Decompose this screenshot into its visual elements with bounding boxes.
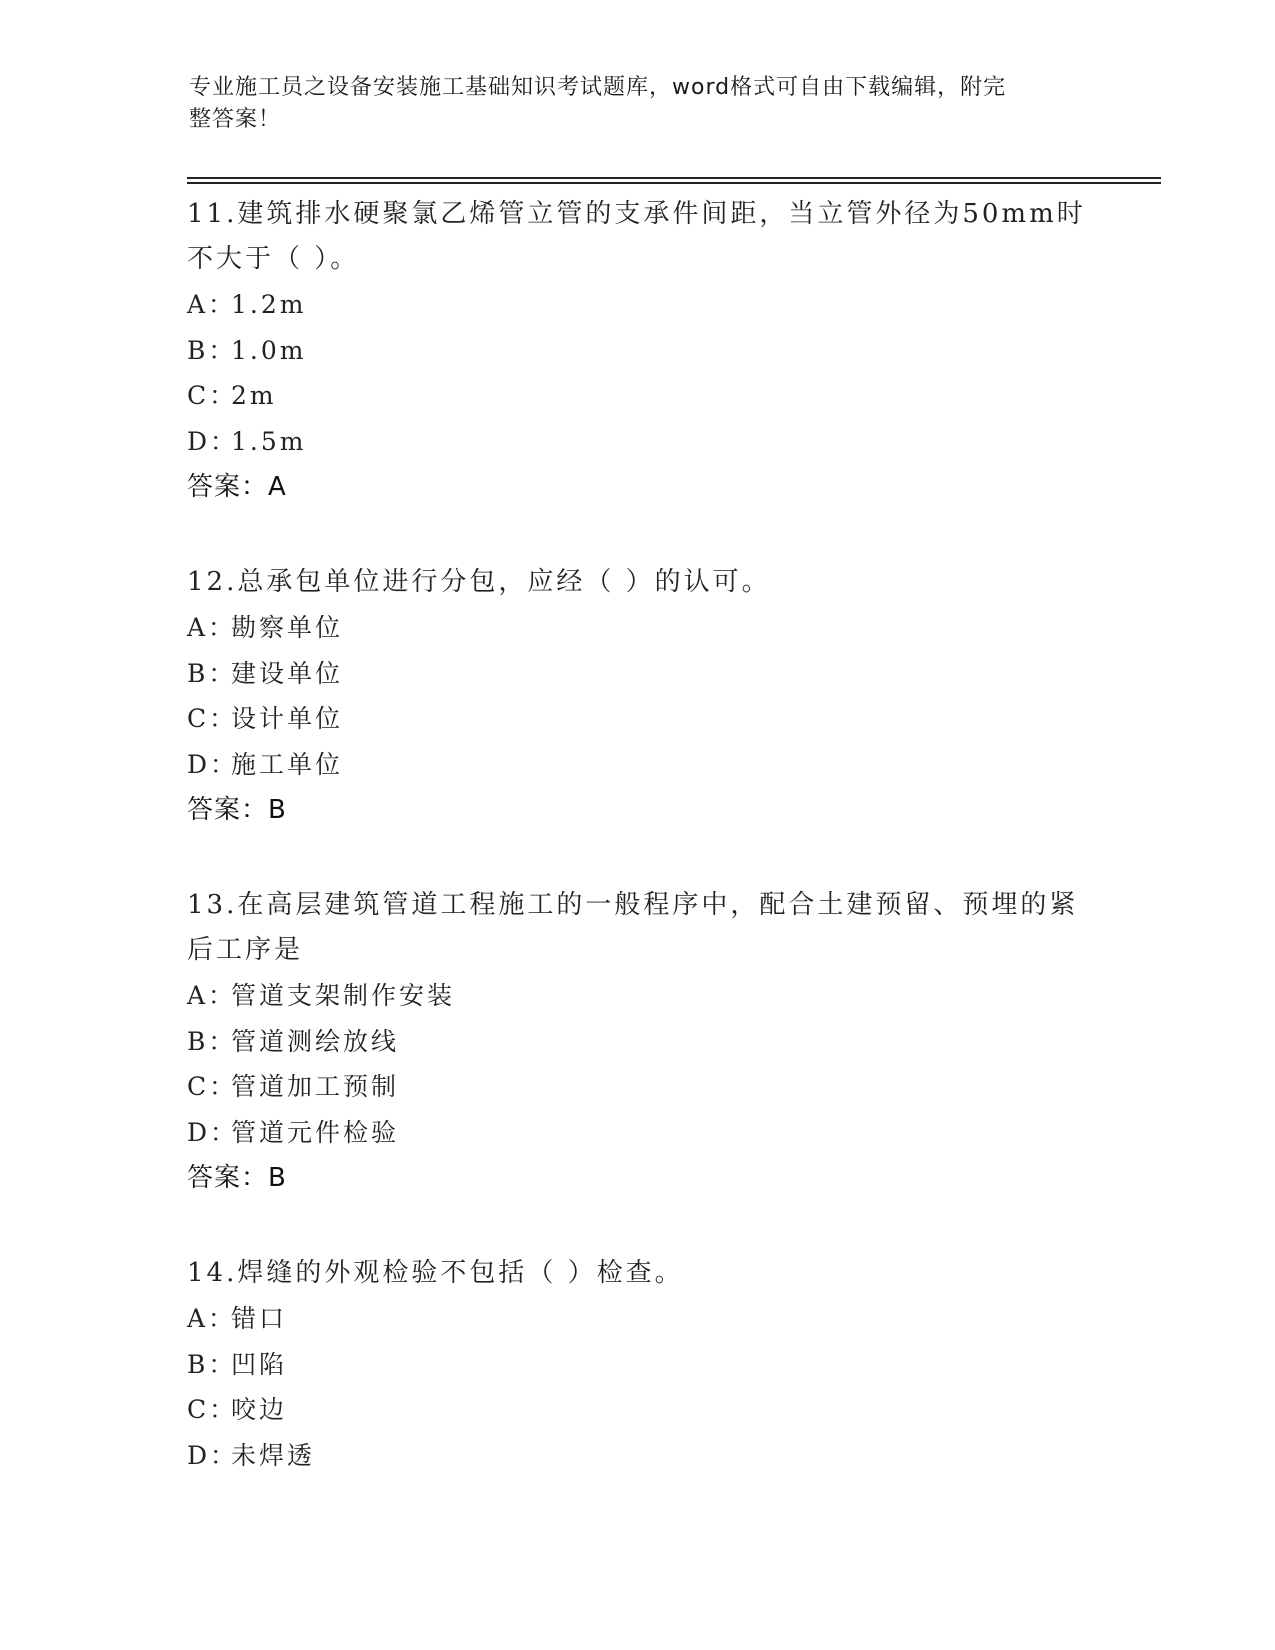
option-b (187, 328, 1087, 374)
header-line-1: 专业施工员之设备安装施工基础知识考试题库，word格式可自由下载编辑，附完 (189, 75, 1007, 100)
option-text: 1.0m (231, 335, 307, 365)
question-stem (187, 192, 1087, 282)
option-text: 1.2m (231, 290, 307, 319)
stem-line: 后工序是 (187, 935, 304, 965)
option-letter: D： (187, 1117, 239, 1147)
option-text: 管道测绘放线 (231, 1026, 400, 1056)
option-text: 错口 (231, 1304, 288, 1333)
question-stem (187, 1251, 1087, 1296)
header-divider-bottom (187, 182, 1161, 184)
option-letter: B： (187, 335, 237, 365)
option-text: 1.5m (231, 426, 307, 456)
question-stem (187, 560, 1087, 605)
option-text: 建设单位 (231, 658, 344, 688)
option-text: 未焊透 (231, 1440, 316, 1470)
option-d (187, 419, 1087, 465)
option-letter: C： (187, 1395, 238, 1424)
option-c (187, 696, 1087, 742)
stem-line: 不大于（ ）。 (187, 244, 360, 274)
option-letter: D： (187, 749, 239, 779)
option-letter: A： (187, 613, 237, 642)
option-letter: A： (187, 981, 237, 1010)
option-c (187, 1064, 1087, 1110)
option-d (187, 1433, 1087, 1479)
header-divider-top (187, 177, 1161, 179)
option-letter: C： (187, 381, 238, 410)
question-list (187, 192, 1087, 1528)
option-c (187, 373, 1087, 419)
option-b (187, 651, 1087, 697)
option-d (187, 1110, 1087, 1156)
answer-line: 答案：B (187, 1163, 287, 1193)
answer-line: 答案：A (187, 472, 287, 502)
option-a (187, 282, 1087, 328)
option-c (187, 1387, 1087, 1433)
option-letter: D： (187, 426, 239, 456)
option-letter: D： (187, 1440, 239, 1470)
question-14 (187, 1251, 1087, 1478)
stem-line: 14.焊缝的外观检验不包括（ ）检查。 (187, 1258, 684, 1288)
question-13 (187, 883, 1087, 1201)
option-text: 施工单位 (231, 749, 344, 779)
option-text: 管道元件检验 (231, 1117, 400, 1147)
header-line-2: 整答案！ (189, 107, 282, 132)
question-stem (187, 883, 1087, 973)
option-a (187, 973, 1087, 1019)
option-text: 管道支架制作安装 (231, 981, 456, 1010)
option-letter: B： (187, 1349, 237, 1379)
option-letter: B： (187, 1026, 237, 1056)
option-text: 2m (231, 381, 277, 410)
option-letter: A： (187, 290, 237, 319)
option-b (187, 1019, 1087, 1065)
stem-line: 13.在高层建筑管道工程施工的一般程序中，配合土建预留、预埋的紧 (187, 890, 1079, 920)
option-letter: B： (187, 658, 237, 688)
document-header (189, 72, 1089, 136)
option-a (187, 1296, 1087, 1342)
stem-line: 12.总承包单位进行分包，应经（ ）的认可。 (187, 567, 771, 597)
option-text: 咬边 (231, 1395, 288, 1424)
option-letter: C： (187, 1072, 238, 1101)
option-b (187, 1342, 1087, 1388)
question-11 (187, 192, 1087, 510)
option-a (187, 605, 1087, 651)
option-text: 凹陷 (231, 1349, 288, 1379)
stem-line: 11.建筑排水硬聚氯乙烯管立管的支承件间距，当立管外径为50mm时 (187, 199, 1086, 229)
option-d (187, 742, 1087, 788)
option-text: 管道加工预制 (231, 1072, 400, 1101)
option-text: 设计单位 (231, 704, 344, 733)
option-letter: A： (187, 1304, 237, 1333)
option-text: 勘察单位 (231, 613, 344, 642)
option-letter: C： (187, 704, 238, 733)
answer-line: 答案：B (187, 795, 287, 825)
question-12 (187, 560, 1087, 833)
